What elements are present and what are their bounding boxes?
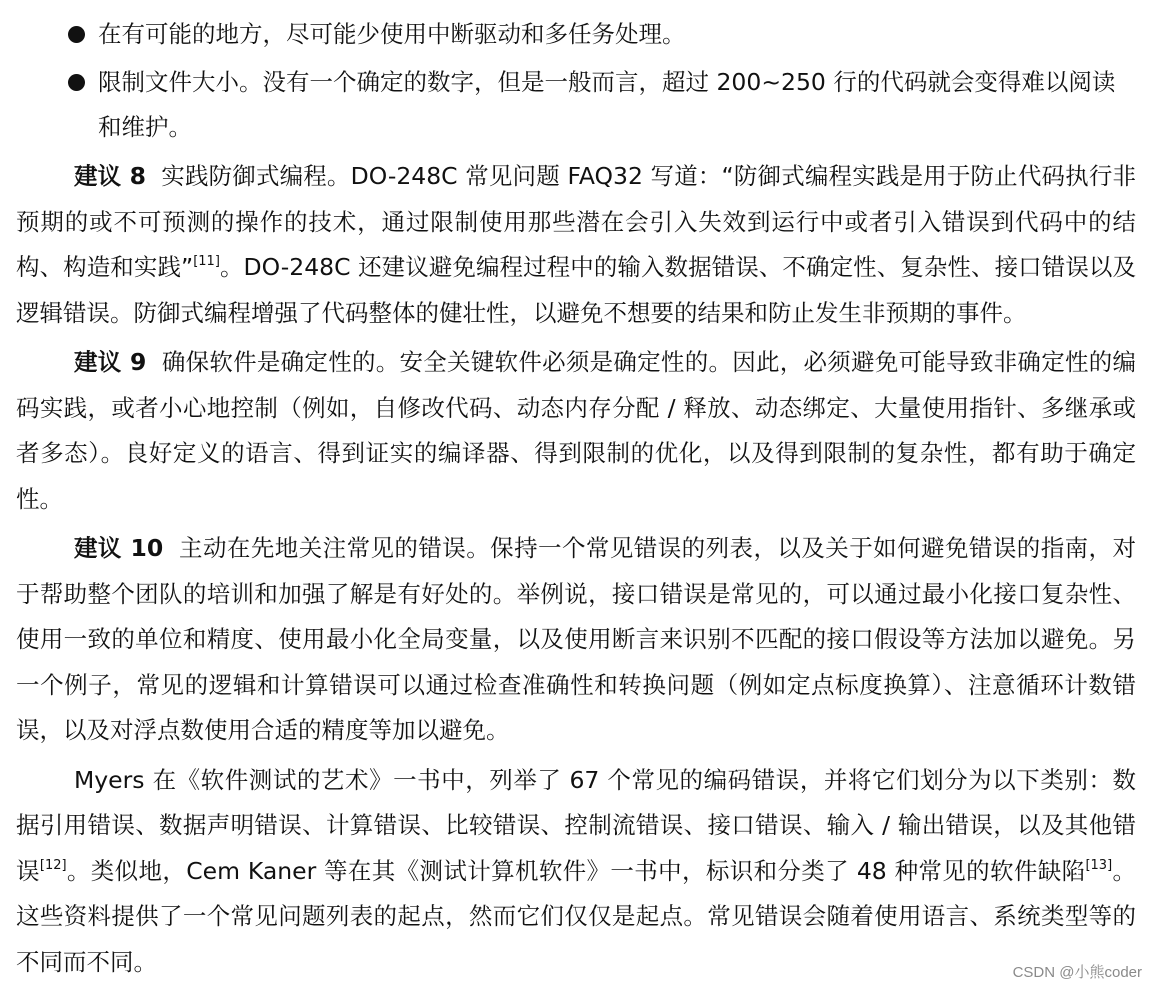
paragraph-text: 。这些资料提供了一个常见问题列表的起点，然而它们仅仅是起点。常见错误会随着使用语言、系统类型等的不同而不同。 [16, 856, 1137, 976]
bullet-item [16, 60, 1136, 150]
citation-ref: [12] [39, 857, 67, 873]
paragraph-text: 确保软件是确定性的。安全关键软件必须是确定性的。因此，必须避免可能导致非确定性的编码实践，或者小心地控制（例如，自修改代码、动态内存分配 / 释放、动态绑定、大量使用指针、多继承或者多态）。良好定义的语言、得到证实的编译器、得到限制的优化，以及得到限制的复杂性，都有助于确定性。 [16, 348, 1136, 513]
paragraph-suggestion-8 [16, 154, 1136, 336]
bullet-dot-icon [68, 74, 85, 91]
suggestion-label: 建议 9 [74, 348, 147, 376]
paragraph-suggestion-10 [16, 526, 1136, 754]
suggestion-label: 建议 10 [74, 534, 164, 562]
bullet-dot-icon [68, 26, 85, 43]
citation-ref: [11] [193, 254, 220, 269]
paragraph-myers [16, 758, 1136, 986]
suggestion-label: 建议 8 [74, 162, 147, 190]
paragraph-suggestion-9 [16, 340, 1136, 522]
citation-ref: [13] [1085, 857, 1113, 873]
paragraph-text: 。DO-248C 还建议避免编程过程中的输入数据错误、不确定性、复杂性、接口错误以及逻辑错误。防御式编程增强了代码整体的健壮性，以避免不想要的结果和防止发生非预期的事件。 [16, 253, 1136, 327]
watermark: CSDN @小熊coder [1012, 964, 1142, 981]
bullet-text: 在有可能的地方，尽可能少使用中断驱动和多任务处理。 [98, 20, 686, 48]
bullet-item [16, 12, 1136, 57]
paragraph-text: Myers 在《软件测试的艺术》一书中，列举了 67 个常见的编码错误，并将它们划分为以下类别：数据引用错误、数据声明错误、计算错误、比较错误、控制流错误、接口错误、输入 / 输出错误，以及其他错误 [16, 765, 1136, 885]
paragraph-text: 实践防御式编程。DO-248C 常见问题 FAQ32 写道：“防御式编程实践是用于防止代码执行非预期的或不可预测的操作的技术，通过限制使用那些潜在会引入失效到运行中或者引入错误到代码中的结构、构造和实践” [16, 162, 1136, 281]
paragraph-text: 。类似地，Cem Kaner 等在其《测试计算机软件》一书中，标识和分类了 48 种常见的软件缺陷 [66, 856, 1086, 885]
bullet-text: 限制文件大小。没有一个确定的数字，但是一般而言，超过 200~250 行的代码就会变得难以阅读和维护。 [98, 68, 1116, 141]
paragraph-text: 主动在先地关注常见的错误。保持一个常见错误的列表，以及关于如何避免错误的指南，对于帮助整个团队的培训和加强了解是有好处的。举例说，接口错误是常见的，可以通过最小化接口复杂性、使用一致的单位和精度、使用最小化全局变量，以及使用断言来识别不匹配的接口假设等方法加以避免。另一个例子，常见的逻辑和计算错误可以通过检查准确性和转换问题（例如定点标度换算）、注意循环计数错误，以及对浮点数使用合适的精度等加以避免。 [16, 534, 1136, 744]
bullet-list [16, 12, 1136, 150]
